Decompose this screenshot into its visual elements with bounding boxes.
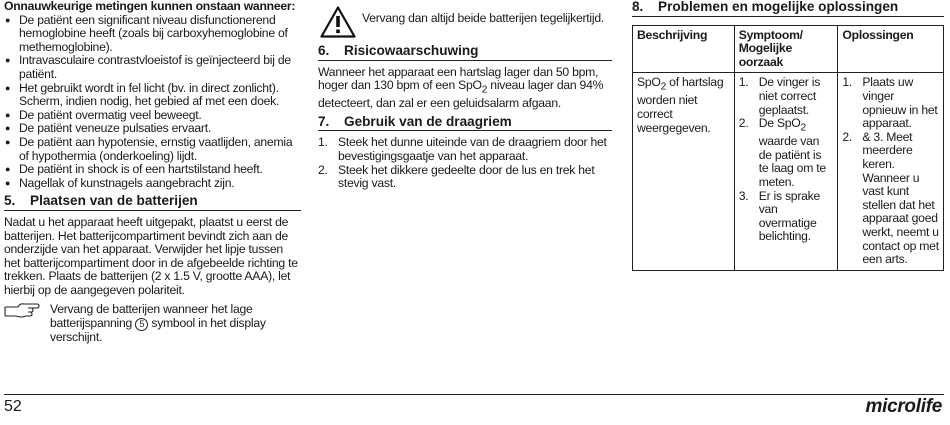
section-8-heading <box>632 0 944 17</box>
column-left <box>4 0 301 345</box>
body-text: Wanneer het apparaat een hartslag lager dan 50 bpm, hoger dan 130 bpm of een SpO <box>318 64 599 93</box>
item-number: 3. <box>738 188 749 203</box>
battery-note <box>4 303 301 344</box>
section-5-heading <box>4 194 301 211</box>
warning-text: Vervang dan altijd beide batterijen tegelijkertijd. <box>362 11 604 25</box>
item-number: 1. <box>842 75 853 90</box>
table-header-row <box>633 25 944 73</box>
section-title: Problemen en mogelijke oplossingen <box>658 0 899 14</box>
list-item <box>739 190 834 244</box>
section-6-body <box>318 66 612 111</box>
list-item: ● De patiënt aan hypotensie, ernstig vaatlijden, anemia of hypothermia (onderkoeling) lijdt. <box>4 136 301 163</box>
list-item <box>739 76 834 117</box>
battery-warning <box>318 0 612 40</box>
item-text: waarde van de patiënt is te laag om te meten. <box>758 134 826 189</box>
list-item: ● De patiënt in shock is of een hartstilstand heeft. <box>4 163 301 177</box>
brand-logo: microlife <box>865 396 942 417</box>
item-number: 2. <box>842 129 853 144</box>
column-right <box>632 0 944 271</box>
description-cell <box>633 73 735 270</box>
list-item: ● Intravasculaire contrastvloeistof is geïnjecteerd bij de patiënt. <box>4 54 301 81</box>
display-symbol-number: 5 <box>135 318 148 331</box>
cell-text: of hartslag worden niet correct weergegeven. <box>637 75 724 135</box>
step-number: 1. <box>318 135 328 150</box>
note-text-end: symbool in het display verschijnt. <box>50 316 266 345</box>
subscript: 2 <box>660 81 667 93</box>
list-item: ● Het gebruikt wordt in fel licht (bv. in direct zonlicht). Scherm, indien nodig, het gebied af met een doek. <box>4 82 301 109</box>
section-title: Plaatsen van de batterijen <box>30 193 198 209</box>
section-5-body: Nadat u het apparaat heeft uitgepakt, plaatst u eerst de batterijen. Het batterijcompartiment bevindt zich aan de onderzijde van het apparaat. Verwijder het lipje tussen het batterijcompartiment door in de afgebeelde richting te trekken. Plaats de batterijen (2 x 1.5 V, grootte AAA), let hierbij op de aangegeven polariteit. <box>4 214 298 297</box>
section-number: 8. <box>632 0 644 14</box>
solution-list <box>842 76 939 266</box>
column-header: Symptoom/ Mogelijke oorzaak <box>734 25 838 73</box>
step-text: Steek het dikkere gedeelte door de lus en trek het stevig vast. <box>338 162 595 191</box>
item-number: 1. <box>738 75 749 90</box>
list-item: ● De patiënt een significant niveau disfunctionerend hemoglobine heeft (zoals bij carboxyhemoglobine of methemoglobine). <box>4 14 301 55</box>
list-item: ● Nagellak of kunstnagels aangebracht zijn. <box>4 177 301 191</box>
pointing-hand-icon <box>4 301 40 323</box>
page-number: 52 <box>4 398 22 415</box>
solution-cell <box>838 73 944 270</box>
footer-divider <box>4 394 944 395</box>
section-6-heading <box>318 44 612 61</box>
list-item <box>318 164 612 191</box>
list-item: ● De patiënt overmatig veel beweegt. <box>4 109 301 123</box>
list-item <box>842 76 939 130</box>
cell-text: SpO <box>637 75 661 90</box>
column-header: Beschrijving <box>633 25 735 73</box>
column-middle <box>318 0 612 191</box>
subscript: 2 <box>481 84 488 96</box>
warning-triangle-icon <box>320 6 356 42</box>
item-text: De SpO <box>758 116 801 131</box>
section-number: 7. <box>318 113 330 129</box>
item-text: De vinger is niet correct geplaatst. <box>758 75 821 117</box>
cause-list <box>739 76 834 244</box>
item-text: & 3. Meet meerdere keren. Wanneer u vast kunt stellen dat het apparaat goed werkt, neemt u contact op met een arts. <box>862 129 939 267</box>
list-item <box>842 131 939 267</box>
strap-steps <box>318 136 612 190</box>
step-number: 2. <box>318 162 328 177</box>
list-item <box>739 117 834 189</box>
section-number: 6. <box>318 43 330 58</box>
inaccurate-measurements-list <box>4 14 301 191</box>
table-row <box>633 73 944 270</box>
section-title: Gebruik van de draagriem <box>344 113 512 129</box>
item-number: 2. <box>738 116 749 131</box>
troubleshooting-table <box>632 25 944 271</box>
subscript: 2 <box>800 122 806 134</box>
step-text: Steek het dunne uiteinde van de draagriem door het bevestigingsgaatje van het apparaat. <box>338 135 607 163</box>
section-7-heading <box>318 115 612 132</box>
item-text: Plaats uw vinger opnieuw in het apparaat. <box>862 75 938 131</box>
item-text: Er is sprake van overmatige belichting. <box>758 188 821 244</box>
section-title: Risicowaarschuwing <box>344 43 479 58</box>
list-item <box>318 136 612 163</box>
section-number: 5. <box>4 193 16 209</box>
cause-cell <box>734 73 838 270</box>
body-text: niveau lager dan 94% detecteert, dan zal er een geluidsalarm afgaan. <box>318 78 604 111</box>
column-header: Oplossingen <box>838 25 944 73</box>
note-text-start: Vervang de batterijen wanneer het lage batterijspanning <box>50 302 253 331</box>
list-item: ● De patiënt veneuze pulsaties ervaart. <box>4 122 301 136</box>
inaccurate-measurements-heading: Onnauwkeurige metingen kunnen onstaan wanneer: <box>4 0 296 13</box>
